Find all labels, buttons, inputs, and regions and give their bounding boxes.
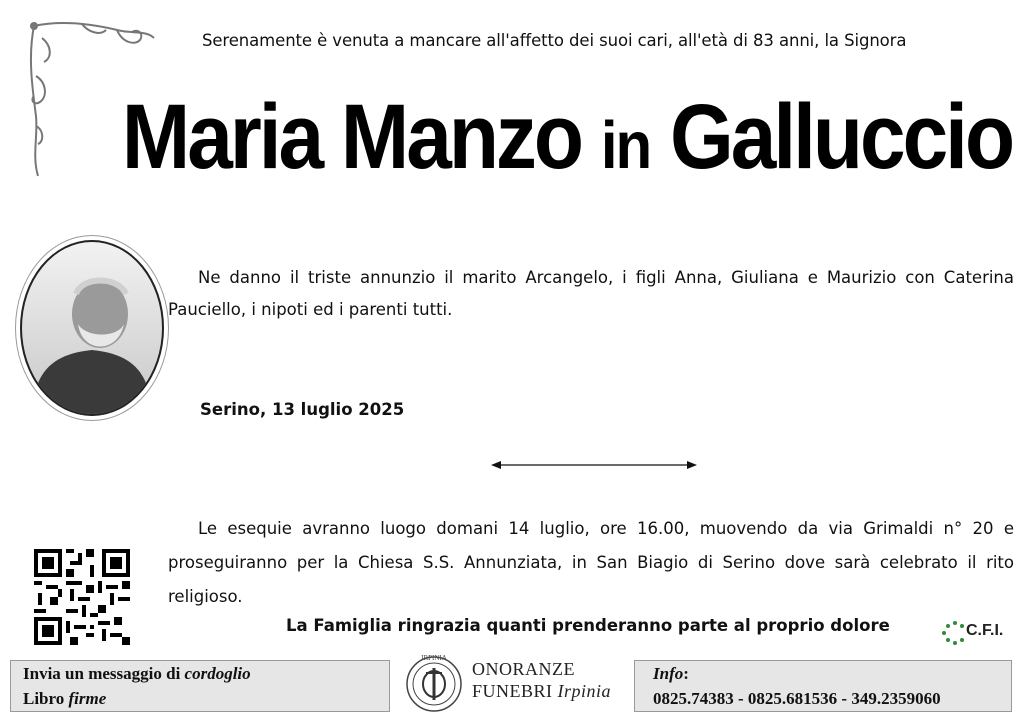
date-line: Serino, 13 luglio 2025 <box>200 400 405 419</box>
guestbook-prefix: Libro <box>23 689 65 708</box>
name-link: in <box>600 107 651 183</box>
intro-text: Serenamente è venuta a mancare all'affetto dei suoi cari, all'età di 83 anni, la Signora <box>202 31 907 50</box>
cfi-logo-text: C.F.I. <box>966 622 1004 639</box>
name-first: Maria Manzo <box>121 86 582 189</box>
condolence-message-link[interactable] <box>23 661 377 686</box>
portrait-photo <box>20 240 164 416</box>
logo-line2: FUNEBRI Irpinia <box>472 681 612 701</box>
thanks-line: La Famiglia ringrazia quanti prenderanno parte al proprio dolore <box>286 616 890 635</box>
info-phones[interactable]: 0825.74383 - 0825.681536 - 349.2359060 <box>653 689 941 708</box>
name-last: Galluccio <box>669 86 1013 189</box>
funeral-home-seal-icon <box>404 648 464 718</box>
seal-text: IRPINIA <box>421 654 447 662</box>
logo-line1: ONORANZE <box>472 659 575 679</box>
qr-code[interactable] <box>34 549 130 645</box>
condolence-italic: cordoglio <box>184 664 251 683</box>
info-label: Info: <box>653 664 689 683</box>
deceased-name <box>0 86 1024 189</box>
funeral-body: Le esequie avranno luogo domani 14 luglio, ore 16.00, muovendo da via Grimaldi n° 20 e proseguiranno per la Chiesa S.S. Annunziata, in San Biagio di Serino dove sarà celebrato il rito religioso. <box>168 519 1014 606</box>
condolence-prefix: Invia un messaggio di <box>23 664 181 683</box>
announcement-body: Ne danno il triste annunzio il marito Arcangelo, i figli Anna, Giuliana e Maurizio con Caterina Pauciello, i nipoti ed i parenti tutti. <box>168 268 1014 319</box>
guestbook-italic: firme <box>68 689 107 708</box>
double-arrow-divider <box>489 458 699 472</box>
info-box <box>634 660 1012 712</box>
cfi-logo <box>940 616 1016 650</box>
funeral-home-name <box>472 658 611 702</box>
announcement-text <box>168 262 1014 326</box>
condolence-box[interactable] <box>10 660 390 712</box>
guestbook-link[interactable] <box>23 686 377 711</box>
funeral-text <box>168 512 1014 614</box>
